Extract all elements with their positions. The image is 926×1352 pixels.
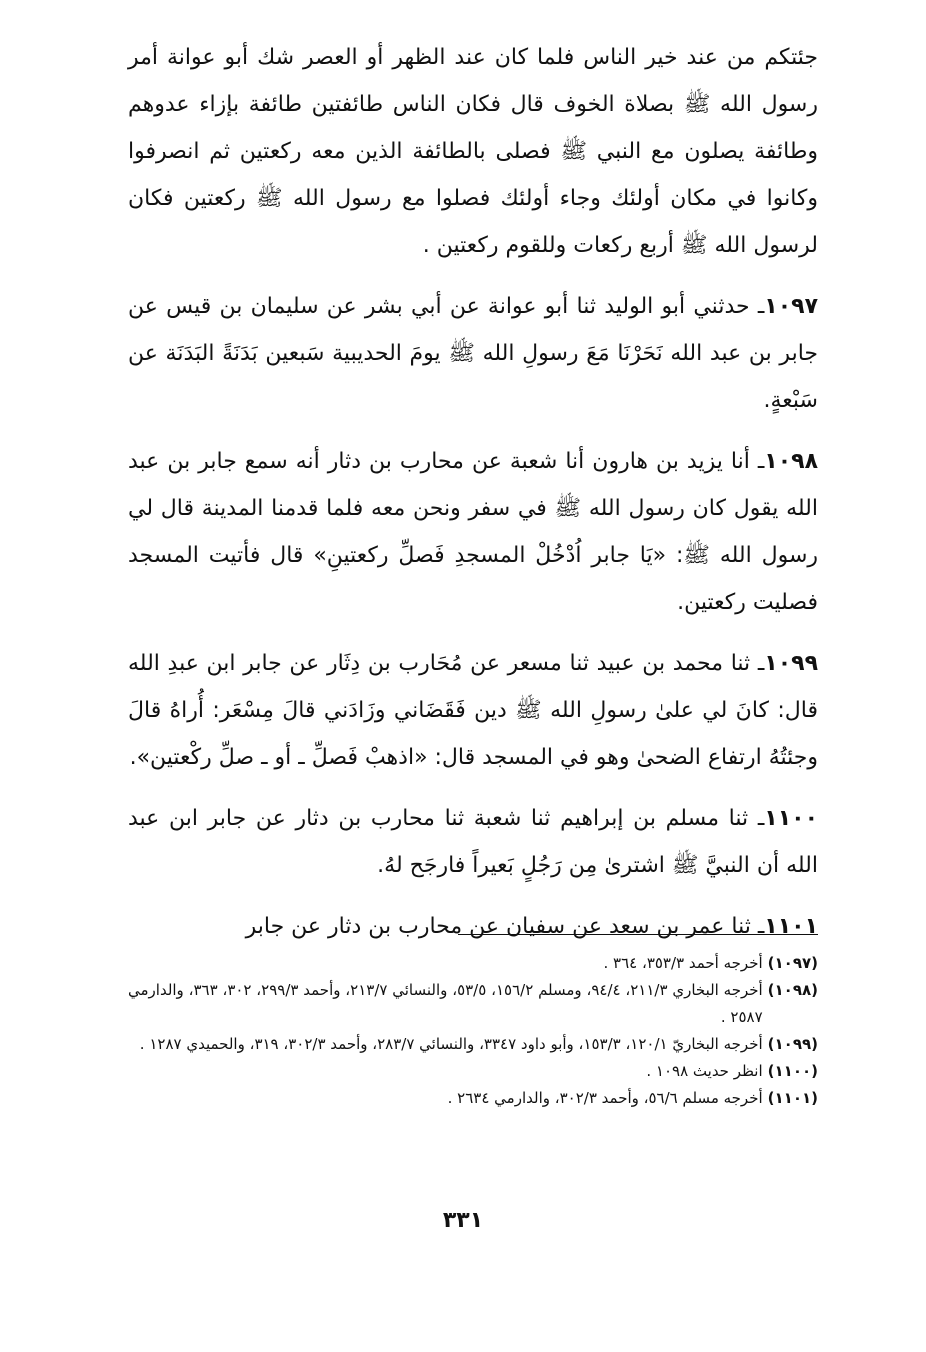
footnote-ref: (١٠٩٩)	[767, 1035, 818, 1053]
footnote-1097	[128, 950, 818, 977]
footnote-ref: (١٠٩٧)	[767, 954, 818, 972]
hadith-1098	[128, 438, 818, 626]
footnote-text: أخرجه البخاري ٢١١/٣، ٩٤/٤، ومسلم ١٥٦/٢، ٥٣/٥، والنسائي ٢١٣/٧، وأحمد ٢٩٩/٣، ٣٠٢، ٣٦٣، والدارمي ٢٥٨٧ .	[128, 981, 763, 1026]
footnote-text: أخرجه أحمد ٣٥٣/٣، ٣٦٤ .	[603, 954, 763, 972]
hadith-text: ـ ثنا محمد بن عبيد ثنا مسعر عن مُحَارب بن دِثَار عن جابر ابن عبدِ الله قال: كانَ لي علىٰ رسولِ الله ﷺ دين فَقَضَاني وزَادَني قالَ مِسْعَر: أُراهُ قالَ وجئتُهُ ارتفاع الضحىٰ وهو في المسجد قال: «اذهبْ فَصلِّ ـ أو ـ صلِّ ركْعتين».	[128, 651, 818, 770]
hadith-number: ١٠٩٨	[764, 449, 818, 474]
hadith-number: ١١٠٠	[764, 806, 818, 831]
footnote-ref: (١١٠٠)	[767, 1062, 818, 1080]
footnotes	[128, 950, 818, 1112]
footnote-1100	[128, 1058, 818, 1085]
hadith-text: ـ حدثني أبو الوليد ثنا أبو عوانة عن أبي بشر عن سليمان بن قيس عن جابر بن عبد الله نَحَرْنَا مَعَ رسولِ الله ﷺ يومَ الحديبية سَبعين بَدَنَةً البَدَنَة عن سَبْعةٍ.	[128, 294, 818, 413]
hadith-number: ١٠٩٩	[764, 651, 818, 676]
hadith-text: ـ ثنا مسلم بن إبراهيم ثنا شعبة ثنا محارب بن دثار عن جابر ابن عبد الله أن النبيَّ ﷺ اشترىٰ مِن رَجُلٍ بَعيراً فارجَح لهُ.	[128, 806, 818, 878]
hadith-1099	[128, 640, 818, 781]
footnote-1099	[128, 1031, 818, 1058]
hadith-1100	[128, 795, 818, 889]
main-text	[128, 34, 818, 964]
footnote-divider	[458, 934, 818, 935]
opening-paragraph: جئتكم من عند خير الناس فلما كان عند الظهر أو العصر شك أبو عوانة أمر رسول الله ﷺ بصلاة الخوف قال فكان الناس طائفتين طائفة بإزاء عدوهم وطائفة يصلون مع النبي ﷺ فصلى بالطائفة الذين معه ركعتين ثم انصرفوا وكانوا في مكان أولئك وجاء أولئك فصلوا مع رسول الله ﷺ ركعتين فكان لرسول الله ﷺ أربع ركعات وللقوم ركعتين .	[128, 45, 818, 258]
footnote-1098	[128, 977, 818, 1031]
hadith-number: ١١٠١	[764, 914, 818, 939]
footnote-1101	[128, 1085, 818, 1112]
hadith-text: ـ أنا يزيد بن هارون أنا شعبة عن محارب بن دثار أنه سمع جابر بن عبد الله يقول كان رسول الله ﷺ في سفر ونحن معه فلما قدمنا المدينة قال لي رسول الله ﷺ: «يَا جابر اُدْخُلْ المسجدِ فَصلِّ ركعتينِ» قال فأتيت المسجد فصليت ركعتين.	[128, 449, 818, 615]
hadith-number: ١٠٩٧	[764, 294, 818, 319]
footnote-ref: (١١٠١)	[767, 1089, 818, 1107]
footnote-text: أخرجه مسلم ٥٦/٦، وأحمد ٣٠٢/٣، والدارمي ٢٦٣٤ .	[447, 1089, 763, 1107]
hadith-1097	[128, 283, 818, 424]
footnote-text: انظر حديث ١٠٩٨ .	[646, 1062, 763, 1080]
footnote-text: أخرجه البخاريّ ١٢٠/١، ١٥٣/٣، وأبو داود ٣٣٤٧، والنسائي ٢٨٣/٧، وأحمد ٣٠٢/٣، ٣١٩، والحميدي ١٢٨٧ .	[139, 1035, 763, 1053]
hadith-1101	[128, 903, 818, 950]
footnote-ref: (١٠٩٨)	[767, 981, 818, 999]
page-number: ٣٣١	[442, 1208, 484, 1233]
hadith-text: ـ ثنا عمر بن سعد عن سفيان عن محارب بن دثار عن جابر	[245, 914, 765, 939]
